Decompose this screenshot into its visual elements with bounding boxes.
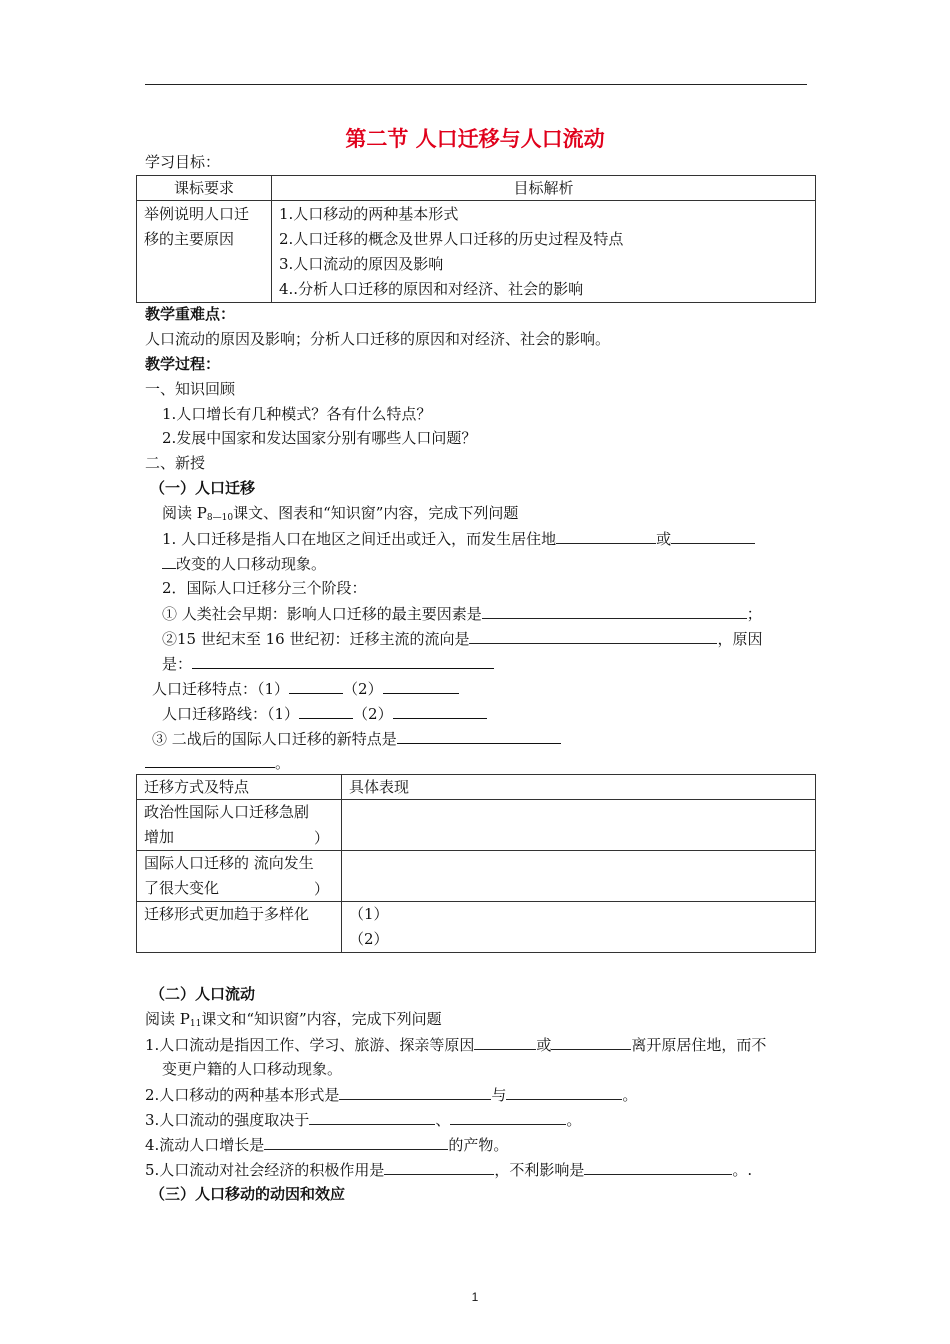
section2-reading-instruction bbox=[145, 1009, 442, 1034]
question-text: 5.人口流动对社会经济的积极作用是 bbox=[145, 1161, 385, 1179]
question-text: 1.人口流动是指因工作、学习、旅游、探亲等原因 bbox=[145, 1036, 475, 1054]
detail-cell[interactable] bbox=[342, 851, 816, 902]
question-text: 离开原居住地，而不 bbox=[631, 1036, 767, 1054]
question-text: ，不利影响是 bbox=[494, 1161, 585, 1179]
answer-blank[interactable] bbox=[264, 1134, 448, 1150]
header-cell: 课标要求 bbox=[137, 176, 272, 201]
migration-routes-line bbox=[162, 703, 487, 724]
answer-blank[interactable] bbox=[556, 528, 656, 544]
stage-2-line bbox=[162, 628, 763, 649]
question-text: 。. bbox=[732, 1161, 753, 1179]
detail-item: （2） bbox=[349, 930, 389, 948]
stage-2-reason-line bbox=[162, 653, 494, 674]
method-line: 增加 bbox=[144, 828, 175, 846]
key-points-text: 人口流动的原因及影响；分析人口迁移的原因和对经济、社会的影响。 bbox=[145, 330, 611, 348]
question-3-line bbox=[145, 1109, 581, 1130]
analysis-item: 4..分析人口迁移的原因和对经济、社会的影响 bbox=[279, 280, 584, 298]
method-line: 国际人口迁移的 流向发生 bbox=[144, 854, 314, 872]
question-text: ① 人类社会早期：影响人口迁移的最主要因素是 bbox=[162, 605, 482, 623]
migration-features-line bbox=[152, 678, 459, 699]
question-text: （2） bbox=[343, 680, 383, 698]
page-ref: 11 bbox=[189, 1019, 202, 1029]
question-text: ； bbox=[746, 605, 762, 623]
page-range: 8—10 bbox=[206, 513, 234, 523]
detail-item: （1） bbox=[349, 905, 389, 923]
question-text: ③ 二战后的国际人口迁移的新特点是 bbox=[152, 730, 397, 748]
stage-1-line bbox=[162, 603, 762, 624]
table-row bbox=[137, 902, 816, 953]
answer-blank[interactable] bbox=[289, 678, 343, 694]
analysis-item: 3.人口流动的原因及影响 bbox=[279, 255, 444, 273]
answer-blank[interactable] bbox=[393, 703, 487, 719]
section3-heading: （三）人口移动的动因和效应 bbox=[150, 1185, 346, 1203]
stages-intro: 2．国际人口迁移分三个阶段： bbox=[162, 579, 367, 597]
question-4-line bbox=[145, 1134, 508, 1155]
question-text: 。 bbox=[275, 754, 291, 772]
requirement-line: 移的主要原因 bbox=[144, 230, 235, 248]
answer-blank[interactable] bbox=[383, 678, 459, 694]
analysis-item: 2.人口迁移的概念及世界人口迁移的历史过程及特点 bbox=[279, 230, 624, 248]
question-text: 人口迁移路线：（1） bbox=[162, 705, 300, 723]
question-text: ②15 世纪末至 16 世纪初：迁移主流的流向是 bbox=[162, 630, 470, 648]
answer-blank[interactable] bbox=[299, 703, 353, 719]
question-text: 与 bbox=[491, 1086, 507, 1104]
question-text: ，原因 bbox=[717, 630, 763, 648]
section2-heading: （二）人口流动 bbox=[150, 985, 256, 1003]
requirement-line: 举例说明人口迁 bbox=[144, 205, 250, 223]
flow-definition-line-2: 变更户籍的人口移动现象。 bbox=[162, 1060, 343, 1078]
answer-blank[interactable] bbox=[469, 628, 717, 644]
method-line: 政治性国际人口迁移急剧 bbox=[144, 803, 310, 821]
stage-3-line-2 bbox=[145, 752, 290, 773]
page-title: 第二节 人口迁移与人口流动 bbox=[345, 127, 605, 151]
new-lesson-heading: 二、新授 bbox=[145, 454, 206, 472]
method-line: 了很大变化 bbox=[144, 879, 220, 897]
analysis-item: 1.人口移动的两种基本形式 bbox=[279, 205, 459, 223]
header-cell: 具体表现 bbox=[342, 775, 816, 800]
method-cell bbox=[137, 800, 342, 851]
answer-blank[interactable] bbox=[384, 1159, 494, 1175]
answer-blank[interactable] bbox=[192, 653, 494, 669]
review-question-2: 2.发展中国家和发达国家分别有哪些人口问题？ bbox=[162, 429, 477, 447]
read-suffix: 课文和“知识窗”内容，完成下列问题 bbox=[201, 1010, 442, 1028]
table-row bbox=[137, 851, 816, 902]
question-text: 是： bbox=[162, 655, 193, 673]
question-text: 。 bbox=[622, 1086, 638, 1104]
stage-3-line bbox=[152, 728, 561, 749]
answer-blank[interactable] bbox=[584, 1159, 732, 1175]
question-text: 。 bbox=[566, 1111, 582, 1129]
closing-paren: ） bbox=[313, 829, 329, 847]
migration-definition-line-2 bbox=[162, 553, 326, 574]
question-text: 或 bbox=[536, 1036, 552, 1054]
method-cell bbox=[137, 902, 342, 953]
review-question-1: 1.人口增长有几种模式？各有什么特点？ bbox=[162, 405, 432, 423]
question-text: 或 bbox=[656, 530, 672, 548]
question-text: 人口迁移特点：（1） bbox=[152, 680, 290, 698]
question-text: 4.流动人口增长是 bbox=[145, 1136, 265, 1154]
question-2-line bbox=[145, 1084, 637, 1105]
table-header-row bbox=[137, 775, 816, 800]
analysis-cell bbox=[272, 201, 816, 303]
page-number: 1 bbox=[471, 1290, 479, 1304]
section1-heading: （一）人口迁移 bbox=[150, 479, 256, 497]
answer-blank[interactable] bbox=[162, 553, 176, 569]
closing-paren: ） bbox=[313, 880, 329, 898]
section1-reading-instruction bbox=[162, 503, 518, 528]
flow-definition-line bbox=[145, 1034, 766, 1055]
answer-blank[interactable] bbox=[309, 1109, 435, 1125]
header-rule bbox=[145, 84, 807, 85]
header-cell: 目标解析 bbox=[272, 176, 816, 201]
table-row bbox=[137, 201, 816, 303]
key-points-heading: 教学重难点： bbox=[145, 305, 236, 323]
table-row bbox=[137, 800, 816, 851]
table-header-row bbox=[137, 176, 816, 201]
answer-blank[interactable] bbox=[482, 603, 747, 619]
answer-blank[interactable] bbox=[671, 528, 755, 544]
question-text: 1. 人口迁移是指人口在地区之间迁出或迁入，而发生居住地 bbox=[162, 530, 557, 548]
migration-definition-line bbox=[162, 528, 755, 549]
answer-blank[interactable] bbox=[551, 1034, 631, 1050]
question-text: 、 bbox=[435, 1111, 451, 1129]
detail-cell[interactable] bbox=[342, 800, 816, 851]
answer-blank[interactable] bbox=[339, 1084, 491, 1100]
objectives-label: 学习目标： bbox=[145, 153, 221, 171]
question-text: 2.人口移动的两种基本形式是 bbox=[145, 1086, 340, 1104]
answer-blank[interactable] bbox=[145, 752, 275, 768]
answer-blank[interactable] bbox=[397, 728, 561, 744]
question-text: 的产物。 bbox=[448, 1136, 509, 1154]
question-5-line bbox=[145, 1159, 752, 1180]
read-suffix: 课文、图表和“知识窗”内容，完成下列问题 bbox=[233, 504, 519, 522]
process-heading: 教学过程： bbox=[145, 355, 221, 373]
requirement-cell bbox=[137, 201, 272, 303]
answer-blank[interactable] bbox=[474, 1034, 536, 1050]
method-line: 迁移形式更加趋于多样化 bbox=[144, 905, 310, 923]
method-cell bbox=[137, 851, 342, 902]
header-cell: 迁移方式及特点 bbox=[137, 775, 342, 800]
read-prefix: 阅读 P bbox=[162, 504, 207, 522]
migration-table bbox=[136, 774, 816, 953]
answer-blank[interactable] bbox=[450, 1109, 566, 1125]
read-prefix: 阅读 P bbox=[145, 1010, 190, 1028]
objectives-table bbox=[136, 175, 816, 303]
answer-blank[interactable] bbox=[506, 1084, 622, 1100]
detail-cell[interactable] bbox=[342, 902, 816, 953]
question-text: 改变的人口移动现象。 bbox=[176, 555, 327, 573]
review-heading: 一、知识回顾 bbox=[145, 380, 236, 398]
question-text: （2） bbox=[353, 705, 393, 723]
question-text: 3.人口流动的强度取决于 bbox=[145, 1111, 310, 1129]
